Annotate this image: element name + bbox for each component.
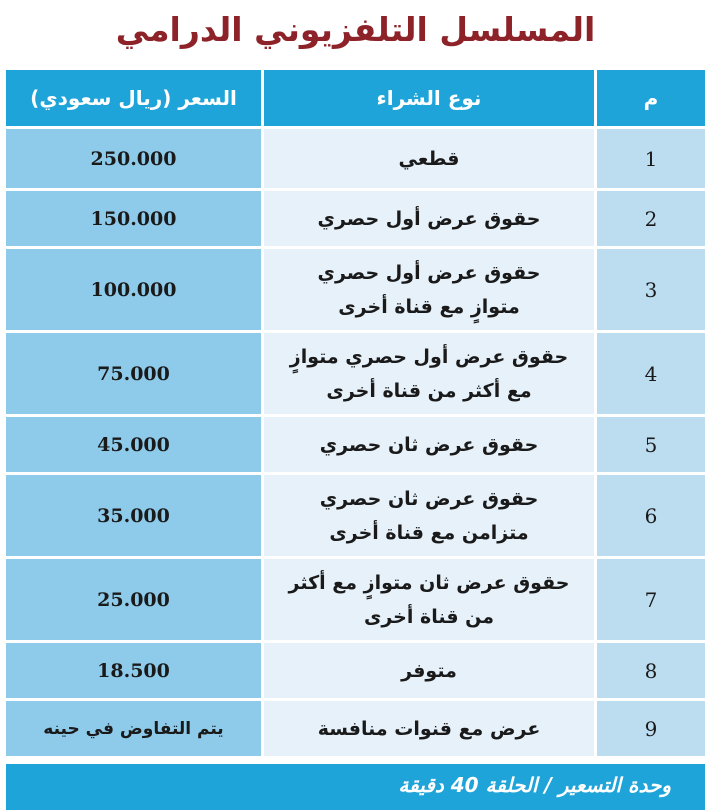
row-purchase-type — [261, 643, 594, 701]
table-row — [6, 559, 705, 643]
row-purchase-type — [261, 475, 594, 559]
row-price: يتم التفاوض في حينه — [6, 701, 261, 759]
row-purchase-type — [261, 417, 594, 475]
row-number: 2 — [594, 191, 705, 249]
header-num: م — [594, 70, 705, 129]
row-purchase-type — [261, 559, 594, 643]
header-type: نوع الشراء — [261, 70, 594, 129]
row-price: 150.000 — [6, 191, 261, 249]
row-price: 18.500 — [6, 643, 261, 701]
row-purchase-type — [261, 191, 594, 249]
row-number: 3 — [594, 249, 705, 333]
purchase-type-line: قطعي — [398, 147, 460, 170]
purchase-type-line: حقوق عرض ثان حصري — [319, 433, 539, 456]
table-row — [6, 475, 705, 559]
table-row — [6, 249, 705, 333]
table-header-row — [6, 70, 705, 129]
purchase-type-line: مع أكثر من قناة أخرى — [326, 379, 532, 402]
pricing-table-container — [6, 70, 705, 764]
row-purchase-type — [261, 249, 594, 333]
table-row — [6, 701, 705, 759]
row-number: 4 — [594, 333, 705, 417]
row-price: 250.000 — [6, 129, 261, 191]
purchase-type-line: حقوق عرض أول حصري — [317, 207, 541, 230]
row-number: 6 — [594, 475, 705, 559]
row-number: 5 — [594, 417, 705, 475]
page-title: المسلسل التلفزيوني الدرامي — [115, 10, 596, 49]
purchase-type-line: حقوق عرض ثان متوازٍ مع أكثر — [288, 571, 570, 594]
pricing-table — [6, 70, 705, 759]
row-price: 75.000 — [6, 333, 261, 417]
table-body — [6, 129, 705, 759]
row-price: 45.000 — [6, 417, 261, 475]
row-purchase-type — [261, 333, 594, 417]
purchase-type-line: عرض مع قنوات منافسة — [317, 717, 541, 740]
row-number: 8 — [594, 643, 705, 701]
purchase-type-line: متزامن مع قناة أخرى — [329, 521, 529, 544]
purchase-type-line: حقوق عرض ثان حصري — [319, 487, 539, 510]
row-number: 9 — [594, 701, 705, 759]
row-price: 35.000 — [6, 475, 261, 559]
table-row — [6, 191, 705, 249]
footer-note: وحدة التسعير / الحلقة 40 دقيقة — [6, 764, 705, 810]
purchase-type-line: متوازٍ مع قناة أخرى — [338, 295, 520, 318]
row-price: 100.000 — [6, 249, 261, 333]
table-row — [6, 643, 705, 701]
row-number: 1 — [594, 129, 705, 191]
row-price: 25.000 — [6, 559, 261, 643]
header-price: السعر (ريال سعودي) — [6, 70, 261, 129]
table-row — [6, 417, 705, 475]
row-purchase-type — [261, 129, 594, 191]
purchase-type-line: حقوق عرض أول حصري متوازٍ — [289, 345, 569, 368]
row-number: 7 — [594, 559, 705, 643]
row-purchase-type — [261, 701, 594, 759]
table-row — [6, 333, 705, 417]
table-row — [6, 129, 705, 191]
purchase-type-line: حقوق عرض أول حصري — [317, 261, 541, 284]
purchase-type-line: متوفر — [401, 659, 457, 682]
purchase-type-line: من قناة أخرى — [363, 605, 495, 628]
